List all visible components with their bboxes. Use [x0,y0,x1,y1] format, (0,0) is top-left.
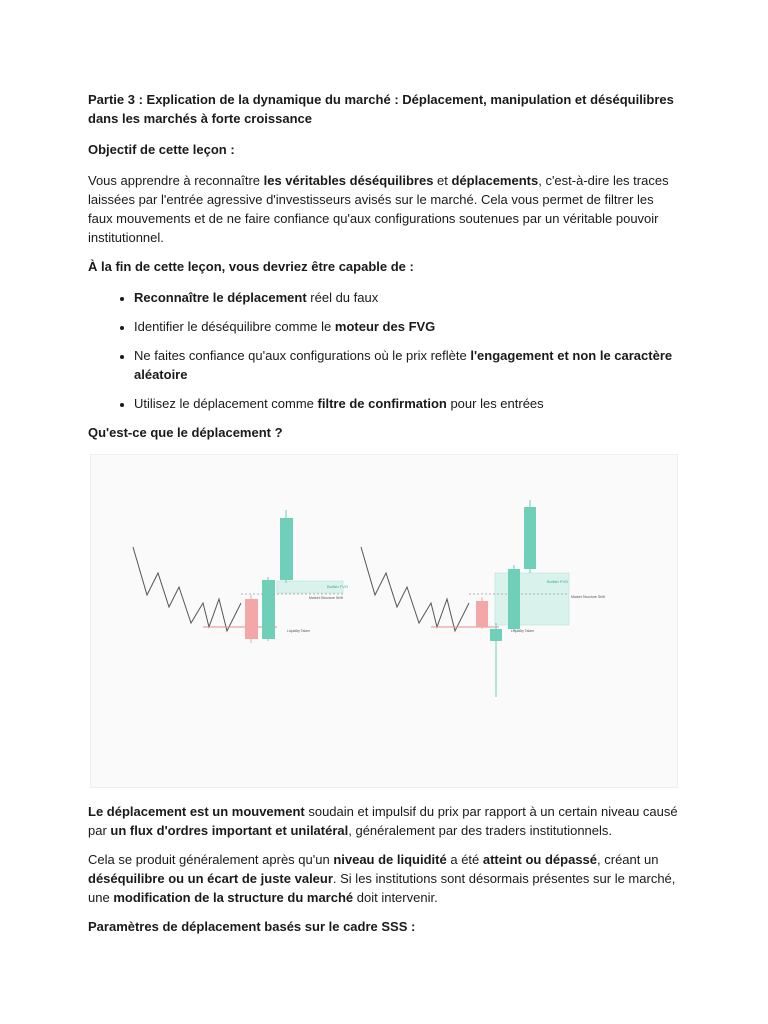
context-paragraph [88,850,678,907]
para1-bold-1: Le déplacement est un mouvement [88,804,305,819]
right-bull-candle-1 [508,569,520,629]
list-item [134,288,678,307]
bullet-bold: Reconnaître le déplacement [134,290,307,305]
para1-text-2: , généralement par des traders institutionnels. [348,823,613,838]
params-heading: Paramètres de déplacement basés sur le cadre SSS : [88,919,416,934]
para1-bold-2: un flux d'ordres important et unilatéral [110,823,349,838]
left-structure-label: Market Structure Shift [309,596,343,600]
bullet-post: pour les entrées [446,396,544,411]
para2-text-5: doit intervenir. [353,890,438,905]
intro-paragraph [88,171,678,247]
para2-bold-1: niveau de liquidité [333,852,447,867]
para2-bold-4: modification de la structure du marché [113,890,354,905]
bullet-pre: Utilisez le déplacement comme [134,396,318,411]
left-fvg-label: Bullish FVG [327,584,349,589]
para2-bold-2: atteint ou dépassé [482,852,598,867]
para2-bold-3: déséquilibre ou un écart de juste valeur [88,871,333,886]
left-liquidity-label: Liquidity Taken [287,629,311,633]
intro-text-3: , c'est-à-dire les traces laissées par l'entrée agressive d'investisseurs avisés sur le marché. Cela vous permet de filtrer les faux mouvements et de ne faire confiance qu'aux configurations soutenues par un véritable pouvoir institutionnel. [88,173,669,245]
bullet-pre: Identifier le déséquilibre comme le [134,319,335,334]
objective-heading: Objectif de cette leçon : [88,142,235,157]
intro-bold-1: les véritables déséquilibres [263,173,434,188]
para1-text-1: soudain et impulsif du prix par rapport à un certain niveau causé par [88,804,678,838]
right-bear-candle-1 [476,601,488,627]
bullet-post: réel du faux [306,290,379,305]
para2-text-2: a été [446,852,483,867]
displacement-chart [91,455,677,787]
list-item [134,394,678,413]
definition-paragraph [88,802,678,840]
left-bear-candle [245,599,258,639]
left-diagram [133,510,348,643]
bullet-pre: Ne faites confiance qu'aux configurations où le prix reflète [134,348,471,363]
bullet-bold: l'engagement et non le caractère aléatoire [134,348,673,382]
left-bull-candle-1 [262,580,275,639]
right-bear-candle-2 [490,629,502,641]
right-diagram [361,500,605,697]
list-item [134,346,678,384]
right-liquidity-label: Liquidity Taken [511,629,535,633]
objectives-list [88,288,678,413]
right-fvg-label: Bullish FVG [547,579,569,584]
para2-text-3: , créant un [597,852,659,867]
right-price-path [361,547,469,631]
intro-text-1: Vous apprendre à reconnaître [88,173,264,188]
intro-bold-2: déplacements [451,173,539,188]
bullet-bold: filtre de confirmation [317,396,447,411]
list-item [134,317,678,336]
bullet-bold: moteur des FVG [334,319,436,334]
document-body [88,90,678,948]
end-heading: À la fin de cette leçon, vous devriez être capable de : [88,259,414,274]
displacement-figure [90,454,678,788]
right-structure-label: Market Structure Shift [571,595,605,599]
right-bull-candle-2 [524,507,536,569]
left-bull-candle-2 [280,518,293,580]
para2-text-4: . Si les institutions sont désormais présentes sur le marché, une [88,871,676,905]
page-title: Partie 3 : Explication de la dynamique du marché : Déplacement, manipulation et déséquilibres dans les marchés à forte croissance [88,92,674,126]
what-heading: Qu'est-ce que le déplacement ? [88,425,283,440]
left-price-path [133,547,241,631]
intro-text-2: et [433,173,452,188]
para2-text-1: Cela se produit généralement après qu'un [88,852,334,867]
